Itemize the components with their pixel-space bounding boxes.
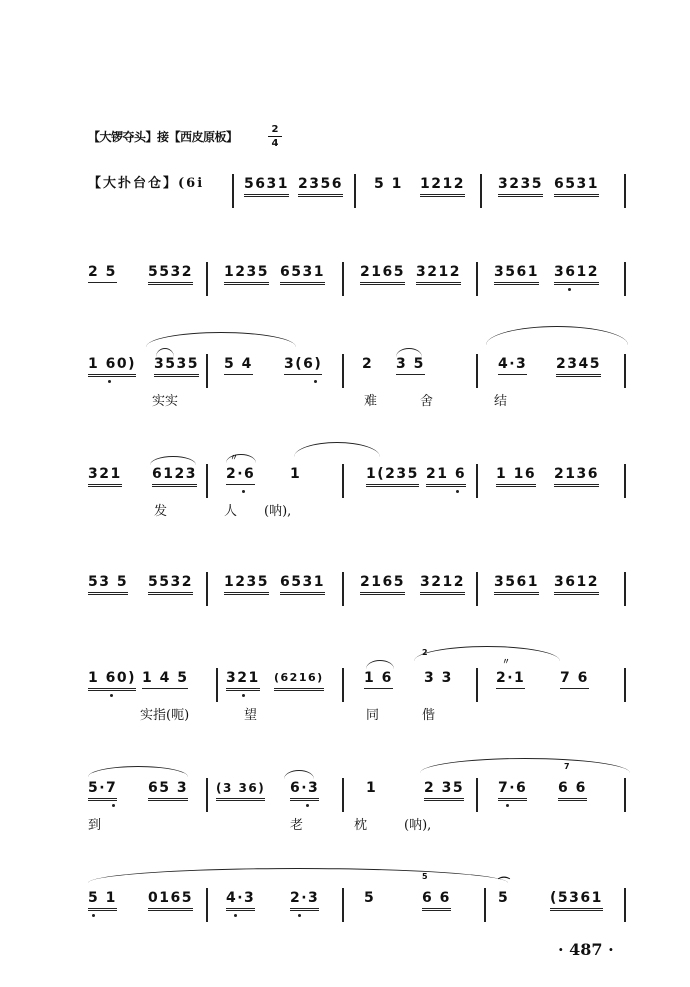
score-cell: 3212 [420, 574, 465, 595]
score-cell: 1(235 [366, 466, 419, 487]
score-line-2 [84, 264, 630, 324]
score-cell: 1235 [224, 574, 269, 595]
time-signature-numerator: 2 [271, 124, 279, 135]
score-cell: 3 3 [424, 670, 453, 686]
score-cell: 3561 [494, 574, 539, 595]
score-line-6 [84, 648, 630, 730]
score-cell: 7·6 [498, 780, 527, 801]
score-line-4 [84, 453, 630, 526]
score-cell: 1 [290, 466, 302, 482]
barline [624, 174, 626, 208]
lyric: 偕 [422, 708, 436, 723]
low-octave-dot [298, 914, 301, 917]
score-cell: 5532 [148, 264, 193, 285]
fermata-icon: ⌒ [498, 876, 511, 890]
low-octave-dot [110, 694, 113, 697]
score-cell: 1235 [224, 264, 269, 285]
score-cell: 2·1 [496, 670, 525, 689]
score-cell: 2165 [360, 264, 405, 285]
barline [342, 572, 344, 606]
score-cell: (3 36) [216, 780, 265, 801]
lyric: 实实 [152, 394, 179, 409]
barline [476, 778, 478, 812]
lyric: 实指(呃) [140, 708, 190, 723]
score-cell: 53 5 [88, 574, 128, 595]
low-octave-dot [108, 380, 111, 383]
score-cell: 3 5 [396, 356, 425, 375]
grace-note: 5 [422, 872, 428, 881]
score-cell: 2345 [556, 356, 601, 377]
score-cell: 2·3 [290, 890, 319, 911]
score-cell: 6 6 [558, 780, 587, 801]
tie-arc [150, 456, 196, 465]
lyric: 枕 [354, 818, 368, 833]
score-cell: 6 6 [422, 890, 451, 911]
ornament-mark: 〃 [230, 453, 238, 462]
score-cell: 【大扑台仓】(6i [88, 176, 205, 191]
low-octave-dot [234, 914, 237, 917]
score-cell: 5 1 [88, 890, 117, 911]
score-cell: 6·3 [290, 780, 319, 801]
barline [206, 778, 208, 812]
lyric: 难 [364, 394, 378, 409]
lyric: 老 [290, 818, 304, 833]
page-number: · 487 · [558, 940, 614, 959]
barline [624, 262, 626, 296]
score-cell: 1 4 5 [142, 670, 188, 689]
lyric: (呐), [264, 504, 292, 519]
barline [476, 262, 478, 296]
score-cell: 321 [226, 670, 260, 691]
score-cell: 1 16 [496, 466, 536, 487]
score-line-3 [84, 356, 630, 416]
phrase-slur [88, 868, 508, 883]
time-signature-bar [268, 136, 282, 137]
lyric: 发 [154, 504, 168, 519]
phrase-slur [294, 442, 380, 457]
low-octave-dot [306, 804, 309, 807]
lyric: 结 [494, 394, 508, 409]
barline [476, 668, 478, 702]
barline [206, 262, 208, 296]
score-cell: 3561 [494, 264, 539, 285]
barline [484, 888, 486, 922]
phrase-slur [420, 758, 630, 773]
score-cell: 2165 [360, 574, 405, 595]
lyric: 同 [366, 708, 380, 723]
tie-arc [284, 770, 314, 779]
barline [216, 668, 218, 702]
score-cell: 5 1 [374, 176, 403, 192]
low-octave-dot [242, 694, 245, 697]
score-cell: 2·6 [226, 466, 255, 485]
lyric: 人 [224, 504, 238, 519]
time-signature [268, 124, 282, 149]
phrase-slur [88, 766, 188, 777]
score-cell: 3235 [498, 176, 543, 197]
score-cell: 5631 [244, 176, 289, 197]
score-cell: 5·7 [88, 780, 117, 801]
score-cell: 3(6) [284, 356, 322, 375]
tie-arc [366, 660, 394, 669]
score-cell: 1 6 [364, 670, 393, 689]
score-line-7 [84, 762, 630, 840]
score-cell: 1 60) [88, 356, 136, 377]
barline [342, 354, 344, 388]
barline [206, 464, 208, 498]
barline [206, 354, 208, 388]
low-octave-dot [314, 380, 317, 383]
barline [232, 174, 234, 208]
barline [624, 354, 626, 388]
score-cell: 21 6 [426, 466, 466, 487]
time-signature-denominator: 4 [271, 138, 279, 149]
barline [624, 888, 626, 922]
score-cell: 2356 [298, 176, 343, 197]
grace-note: 2 [422, 648, 428, 657]
score-cell: 1212 [420, 176, 465, 197]
lyric: 到 [88, 818, 102, 833]
barline [624, 464, 626, 498]
score-cell: 2136 [554, 466, 599, 487]
score-line-5 [84, 574, 630, 634]
low-octave-dot [456, 490, 459, 493]
barline [342, 464, 344, 498]
lyric: 望 [244, 708, 258, 723]
low-octave-dot [92, 914, 95, 917]
grace-note: 7 [564, 762, 570, 771]
phrase-slur [414, 646, 560, 661]
score-cell: 2 [362, 356, 374, 372]
barline [624, 668, 626, 702]
score-cell: 3535 [154, 356, 199, 377]
barline [624, 572, 626, 606]
score-cell: 4·3 [226, 890, 255, 911]
score-cell: 5 [498, 890, 510, 906]
score-cell: 6531 [280, 264, 325, 285]
score-cell: 3612 [554, 574, 599, 595]
score-line-1 [84, 176, 630, 236]
score-cell: 5 4 [224, 356, 253, 375]
low-octave-dot [568, 288, 571, 291]
score-cell: 1 60) [88, 670, 136, 691]
barline [476, 572, 478, 606]
lyric: 舍 [420, 394, 434, 409]
barline [206, 888, 208, 922]
phrase-slur [146, 332, 296, 347]
low-octave-dot [506, 804, 509, 807]
score-cell: 5 [364, 890, 376, 906]
ornament-mark: 〃 [502, 657, 510, 666]
barline [354, 174, 356, 208]
low-octave-dot [112, 804, 115, 807]
score-cell: 2 5 [88, 264, 117, 283]
low-octave-dot [242, 490, 245, 493]
barline [476, 354, 478, 388]
score-cell: 321 [88, 466, 122, 487]
barline [624, 778, 626, 812]
score-cell: 5532 [148, 574, 193, 595]
score-cell: 6531 [280, 574, 325, 595]
barline [342, 262, 344, 296]
score-cell: 1 [366, 780, 378, 796]
score-cell: (6216) [274, 670, 324, 691]
score-cell: 0165 [148, 890, 193, 911]
score-cell: 3612 [554, 264, 599, 285]
section-header: 【大锣夺头】接【西皮原板】 [88, 130, 238, 144]
score-cell: 2 35 [424, 780, 464, 801]
score-cell: 6531 [554, 176, 599, 197]
barline [476, 464, 478, 498]
score-cell: 65 3 [148, 780, 188, 801]
score-cell: 7 6 [560, 670, 589, 689]
barline [480, 174, 482, 208]
score-line-8 [84, 872, 630, 950]
barline [206, 572, 208, 606]
barline [342, 668, 344, 702]
score-cell: (5361 [550, 890, 603, 911]
score-cell: 4·3 [498, 356, 527, 375]
barline [342, 778, 344, 812]
phrase-slur [486, 326, 628, 345]
barline [342, 888, 344, 922]
score-cell: 3212 [416, 264, 461, 285]
score-cell: 6123 [152, 466, 197, 487]
lyric: (呐), [404, 818, 432, 833]
